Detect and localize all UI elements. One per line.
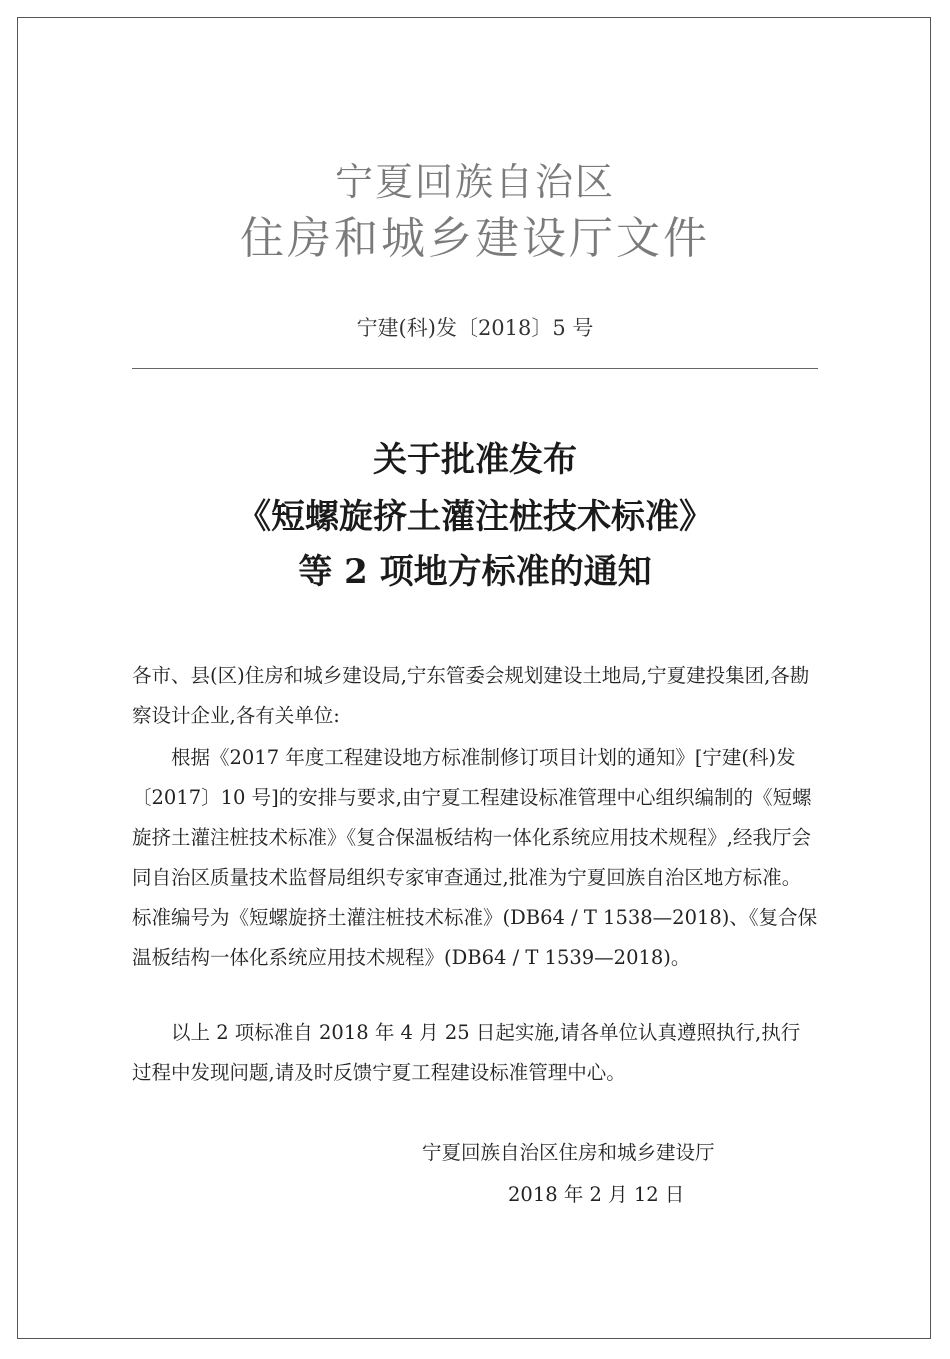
- agency-name-line2: 住房和城乡建设厅文件: [240, 213, 710, 264]
- body-paragraph-2: 以上 2 项标准自 2018 年 4 月 25 日起实施,请各单位认真遵照执行,执行过程中发现问题,请及时反馈宁夏工程建设标准管理中心。: [132, 1021, 801, 1084]
- agency-name-line1: 宁夏回族自治区: [334, 160, 615, 204]
- document-title-line2: 《短螺旋挤土灌注桩技术标准》: [237, 497, 713, 537]
- document-number: 宁建(科)发〔2018〕5 号: [356, 316, 594, 340]
- signature-organization: 宁夏回族自治区住房和城乡建设厅: [422, 1141, 715, 1164]
- salutation: 各市、县(区)住房和城乡建设局,宁东管委会规划建设土地局,宁夏建投集团,各勘察设计企业,各有关单位:: [132, 664, 810, 727]
- signature-date: 2018 年 2 月 12 日: [508, 1183, 685, 1206]
- header-divider: [132, 368, 818, 369]
- document-title-line1: 关于批准发布: [373, 440, 577, 480]
- document-title-line3: 等 2 项地方标准的通知: [298, 552, 652, 592]
- body-paragraph-1: 根据《2017 年度工程建设地方标准制修订项目计划的通知》[宁建(科)发〔2017〕10 号]的安排与要求,由宁夏工程建设标准管理中心组织编制的《短螺旋挤土灌注桩技术标准》《复合保温板结构一体化系统应用技术规程》,经我厅会同自治区质量技术监督局组织专家审查通过,批准为宁夏回族自治区地方标准。标准编号为《短螺旋挤土灌注桩技术标准》(DB64 / T 1538—2018)、《复合保温板结构一体化系统应用技术规程》(DB64 / T 1539—2018)。: [132, 746, 818, 969]
